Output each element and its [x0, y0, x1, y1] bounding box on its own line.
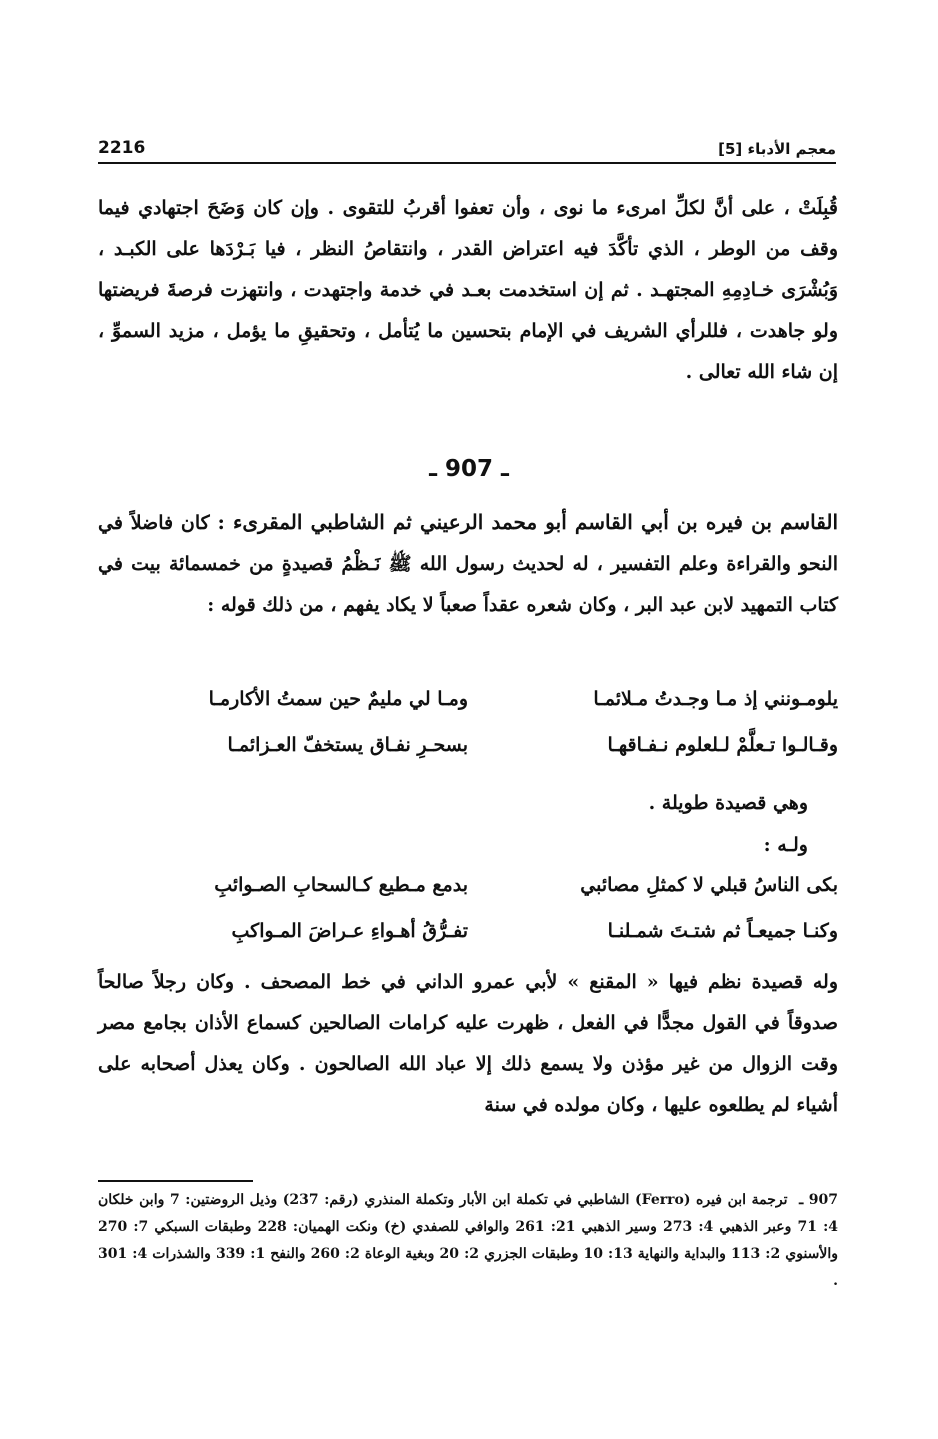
poem-intro: ولـه :: [763, 834, 808, 856]
poem-2: [98, 862, 838, 954]
verse-first-hemistich: وكنـا جميعـاً ثم شتـتَ شمـلنـا: [607, 920, 838, 942]
footnote-divider: [98, 1180, 253, 1182]
page-header: [98, 128, 836, 164]
entry-intro-text: كان فاضلاً في النحو والقراءة وعلم التفسير ، له لحديث رسول الله ﷺ نَـظْمُ قصيدةٍ من خمسمائة بيت في كتاب التمهيد لابن عبد البر ، وكان شعره عقداً صعباً لا يكاد يفهم ، من ذلك قوله :: [98, 512, 838, 616]
poem-verse: [98, 722, 838, 768]
poem-verse: [98, 908, 838, 954]
verse-second-hemistich: بدمع مـطيع كـالسحابِ الصـوائبِ: [214, 874, 468, 896]
verse-first-hemistich: وقـالـوا تـعلَّمْ لـلعلوم نـفـاقهـا: [607, 734, 838, 756]
poem-note: وهي قصيدة طويلة .: [648, 792, 808, 814]
footnote: [98, 1187, 838, 1295]
poem-1: [98, 676, 838, 768]
verse-first-hemistich: بكى الناسُ قبلي لا كمثلِ مصائبي: [580, 874, 838, 896]
poem-verse: [98, 862, 838, 908]
page-number: 2216: [98, 138, 146, 158]
footnote-label: 907 ـ: [799, 1192, 838, 1208]
verse-first-hemistich: يلومـونني إذ مـا وجـدتُ مـلائمـا: [593, 688, 838, 710]
verse-second-hemistich: ومـا لي مليمٌ حين سمتُ الأكارمـا: [208, 688, 468, 710]
entry-number: ـ 907 ـ: [429, 456, 509, 482]
closing-paragraph: وله قصيدة نظم فيها « المقنع » لأبي عمرو الداني في خط المصحف . وكان رجلاً صالحاً صدوقاً في القول مجدًّا في الفعل ، ظهرت عليه كرامات الصالحين كسماع الأذان بجامع مصر وقت الزوال من غير مؤذن ولا يسمع ذلك إلا عباد الله الصالحون . وكان يعذل أصحابه على أشياء لم يطلعوه عليها ، وكان مولده في سنة: [98, 971, 838, 1116]
continuation-paragraph: قُبِلَتْ ، على أنَّ لكلِّ امرىء ما نوى ، وأن تعفوا أقربُ للتقوى . وإن كان وَضَحَ اجتهادي فيما وقف من الوطر ، الذي تأكَّدَ فيه اعتراض القدر ، وانتقاصُ النظر ، فيا بَـرْدَها على الكبـد ، وَبُشْرَى خـادِمِهِ المجتهـد . ثم إن استخدمت بعـد في خدمة واجتهدت ، وانتهزت فرصةَ فريضتها ولو جاهدت ، فللرأي الشريف في الإمام بتحسين ما يُتأمل ، وتحقيقِ ما يؤمل ، مزيد السموِّ ، إن شاء الله تعالى .: [98, 197, 838, 383]
verse-second-hemistich: بسحـرِ نفـاق يستخفّ العـزائمـا: [227, 734, 468, 756]
verse-second-hemistich: تفـرُّقُ أهـواءِ عـراضَ المـواكبِ: [231, 920, 468, 942]
running-title: معجم الأدباء [5]: [718, 140, 836, 158]
entry-intro-paragraph: [98, 502, 838, 626]
entry-name: القاسم بن فيره بن أبي القاسم أبو محمد الرعيني ثم الشاطبي المقرىء :: [217, 510, 838, 534]
poem-verse: [98, 676, 838, 722]
footnote-text: ترجمة ابن فيره (Ferro) الشاطبي في تكملة ابن الأبار وتكملة المنذري (رقم: 237) وذيل الروضتين: 7 وابن خلكان 4: 71 وعبر الذهبي 4: 273 وسير الذهبي 21: 261 والوافي للصفدي (خ) ونكت الهميان: 228 وطبقات السبكي 7: 270 والأسنوي 2: 113 والبداية والنهاية 13: 10 وطبقات الجزري 2: 20 وبغية الوعاة 2: 260 والنفح 1: 339 والشذرات 4: 301 .: [98, 1192, 839, 1289]
